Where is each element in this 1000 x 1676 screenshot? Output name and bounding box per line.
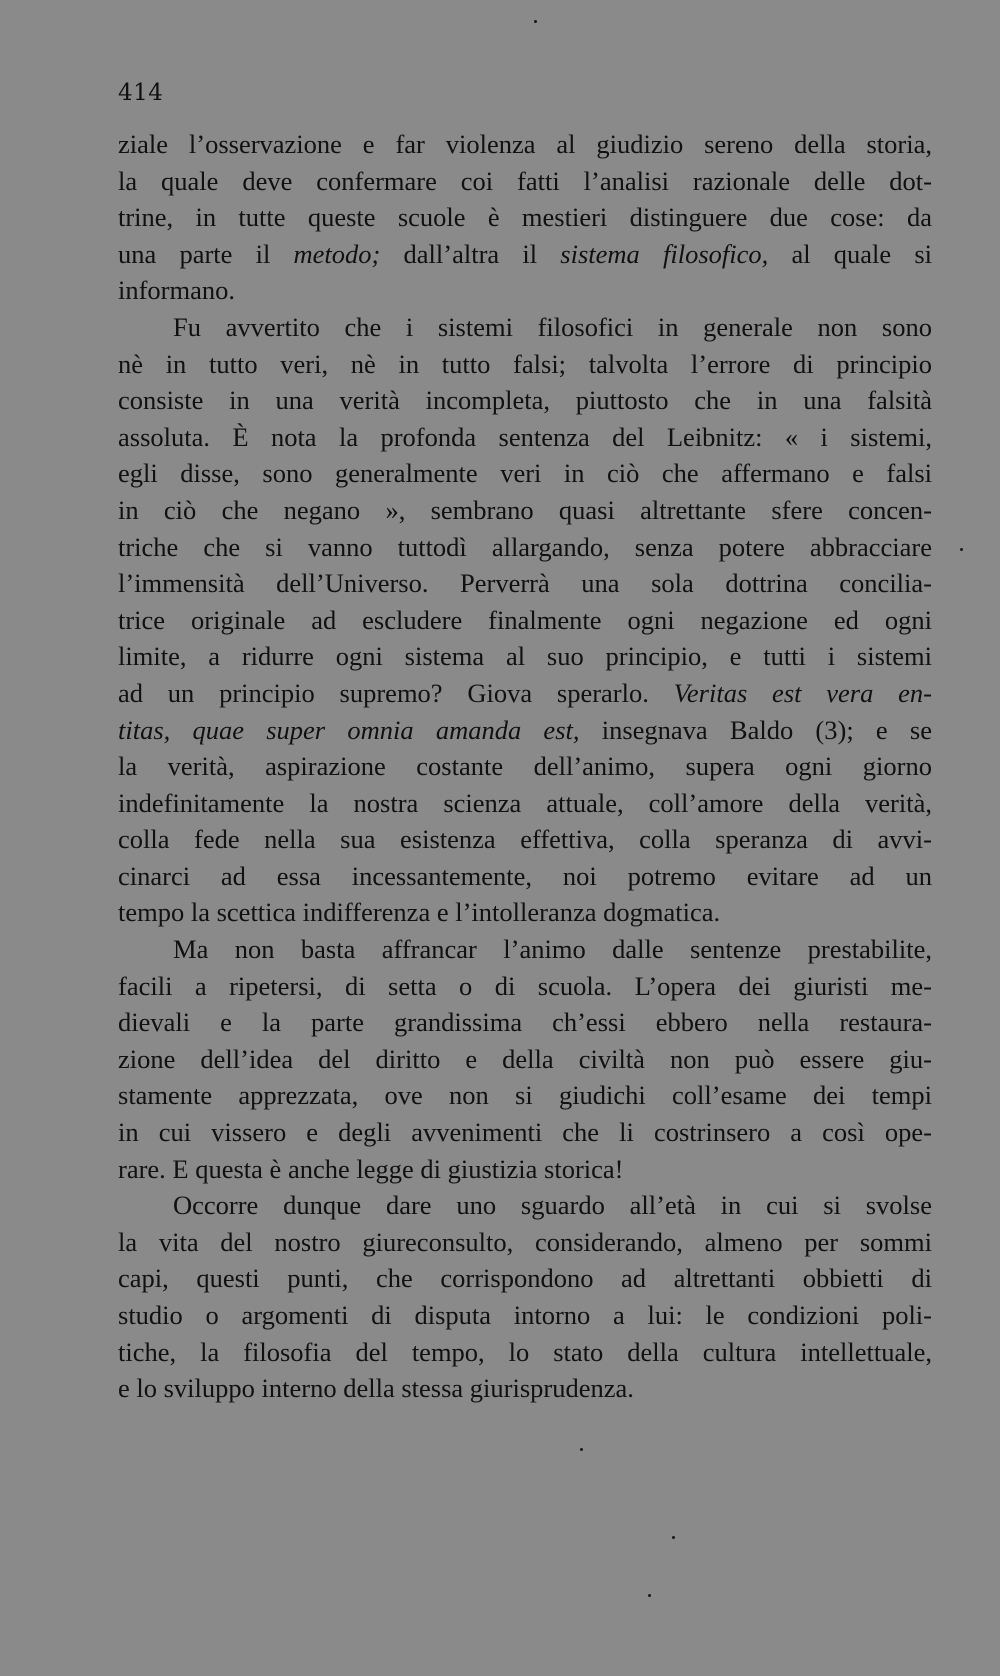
body-text (118, 126, 932, 1407)
text-segment: in ciò che negano », sembrano quasi altrettante sfere concen- (118, 494, 932, 525)
paragraph (118, 931, 932, 1187)
text-segment: facili a ripetersi, di setta o di scuola. L’opera dei giuristi me- (118, 970, 932, 1001)
text-segment: consiste in una verità incompleta, piuttosto che in una falsità (118, 385, 932, 416)
text-line (118, 675, 932, 712)
text-line (118, 163, 932, 200)
text-segment: in cui vissero e degli avvenimenti che li costrinsero a così ope- (118, 1117, 932, 1148)
scan-speck (672, 1536, 675, 1539)
text-line (118, 638, 932, 675)
text-line (118, 748, 932, 785)
paragraph (118, 1187, 932, 1407)
text-segment: indefinitamente la nostra scienza attuale, coll’amore della verità, (118, 787, 932, 818)
text-segment: la quale deve confermare coi fatti l’analisi razionale delle dot- (118, 165, 932, 196)
text-line (118, 529, 932, 566)
text-line (118, 712, 932, 749)
text-line (118, 309, 932, 346)
text-line (118, 419, 932, 456)
text-segment: capi, questi punti, che corrispondono ad altrettanti obbietti di (118, 1263, 932, 1294)
text-line (118, 1260, 932, 1297)
text-line (118, 1187, 932, 1224)
text-segment: trine, in tutte queste scuole è mestieri distinguere due cose: da (118, 202, 932, 233)
italic-segment: Veritas est vera en- (673, 677, 932, 708)
text-line (118, 785, 932, 822)
text-line (118, 272, 932, 309)
text-segment: Occorre dunque dare uno sguardo all’età in cui si svolse (173, 1190, 932, 1221)
text-line (118, 1077, 932, 1114)
text-segment: trice originale ad escludere finalmente ogni negazione ed ogni (118, 604, 932, 635)
italic-segment: titas, quae super omnia amanda est, (118, 714, 580, 745)
text-line (118, 236, 932, 273)
text-segment: ziale l’osservazione e far violenza al giudizio sereno della storia, (118, 129, 932, 159)
page-number: 414 (118, 80, 164, 106)
text-line (118, 455, 932, 492)
text-line (118, 1114, 932, 1151)
text-segment: triche che si vanno tuttodì allargando, senza potere abbracciare (118, 531, 932, 562)
text-line (118, 858, 932, 895)
text-line (118, 931, 932, 968)
text-segment: stamente apprezzata, ove non si giudichi coll’esame dei tempi (118, 1080, 932, 1111)
text-segment: insegnava Baldo (3); e se (579, 714, 932, 745)
text-segment: al quale si (768, 238, 932, 269)
text-line (118, 1004, 932, 1041)
text-segment: dall’altra il (380, 238, 561, 269)
text-line (118, 126, 932, 163)
text-segment: tiche, la filosofia del tempo, lo stato della cultura intellettuale, (118, 1336, 932, 1367)
text-line (118, 602, 932, 639)
italic-segment: sistema filosofico, (560, 238, 769, 269)
text-segment: tempo la scettica indifferenza e l’intolleranza dogmatica. (118, 897, 721, 928)
text-segment: informano. (118, 275, 236, 306)
text-segment: cinarci ad essa incessantemente, noi potremo evitare ad un (118, 860, 932, 891)
text-segment: rare. E questa è anche legge di giustizia storica! (118, 1153, 624, 1184)
text-segment: Fu avvertito che i sistemi filosofici in generale non sono (173, 311, 932, 342)
text-segment: limite, a ridurre ogni sistema al suo principio, e tutti i sistemi (118, 641, 932, 672)
text-segment: la vita del nostro giureconsulto, considerando, almeno per sommi (118, 1226, 932, 1257)
text-segment: la verità, aspirazione costante dell’animo, supera ogni giorno (118, 751, 932, 782)
paragraph (118, 309, 932, 931)
text-segment: dievali e la parte grandissima ch’essi ebbero nella restaura- (118, 1007, 932, 1038)
scan-speck (960, 548, 963, 551)
scan-speck (580, 1448, 583, 1451)
text-line (118, 968, 932, 1005)
text-line (118, 492, 932, 529)
text-line (118, 894, 932, 931)
text-segment: egli disse, sono generalmente veri in ciò che affermano e falsi (118, 458, 932, 489)
text-segment: ad un principio supremo? Giova sperarlo. (118, 677, 674, 708)
text-line (118, 382, 932, 419)
paragraph (118, 126, 932, 309)
text-line (118, 1297, 932, 1334)
text-line (118, 1334, 932, 1371)
text-segment: assoluta. È nota la profonda sentenza del Leibnitz: « i sistemi, (118, 421, 932, 452)
text-line (118, 199, 932, 236)
text-line (118, 565, 932, 602)
text-line (118, 1370, 932, 1407)
text-line (118, 1224, 932, 1261)
text-segment: studio o argomenti di disputa intorno a lui: le condizioni poli- (118, 1300, 932, 1330)
scan-speck (534, 20, 537, 23)
text-segment: l’immensità dell’Universo. Perverrà una sola dottrina concilia- (118, 568, 932, 599)
text-segment: una parte il (118, 238, 294, 269)
italic-segment: metodo; (293, 238, 381, 269)
text-segment: zione dell’idea del diritto e della civiltà non può essere giu- (118, 1043, 932, 1074)
text-line (118, 346, 932, 383)
text-line (118, 821, 932, 858)
text-line (118, 1151, 932, 1188)
text-line (118, 1041, 932, 1078)
text-segment: e lo sviluppo interno della stessa giurisprudenza. (118, 1373, 634, 1404)
text-segment: colla fede nella sua esistenza effettiva, colla speranza di avvi- (118, 824, 932, 855)
text-segment: nè in tutto veri, nè in tutto falsi; talvolta l’errore di principio (118, 348, 932, 379)
text-segment: Ma non basta affrancar l’animo dalle sentenze prestabilite, (173, 934, 932, 965)
scan-speck (648, 1594, 651, 1597)
